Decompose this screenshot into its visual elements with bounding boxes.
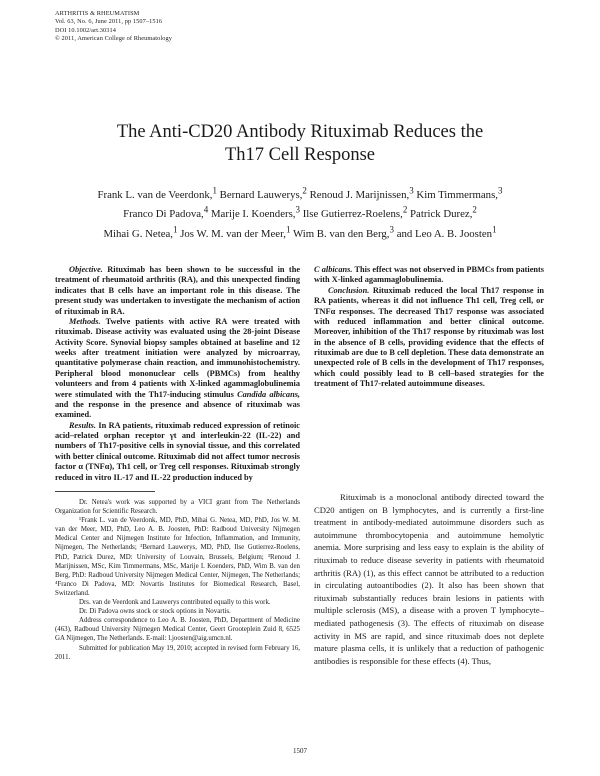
introduction-text <box>314 491 544 667</box>
journal-doi: DOI 10.1002/art.30314 <box>55 26 117 34</box>
author: Bernard Lauwerys,$^2$ <box>219 185 307 201</box>
author: Franco Di Padova,$^4$ <box>123 204 209 221</box>
journal-copyright: © 2011, American College of Rheumatology <box>55 35 172 43</box>
author: Wim B. van den Berg,$^3$ <box>292 224 394 241</box>
journal-volume: Vol. 63, No. 6, June 2011, pp 1507–1516 <box>55 18 163 26</box>
footnote: Dr. Di Padova owns stock or stock options in Novartis. <box>79 608 231 616</box>
abstract-left-column <box>55 265 300 483</box>
abstract-results: Results. In RA patients, rituximab reduced expression of retinoic acid–related orphan receptor γt and interleukin-22 (IL-22) and numbers of Th17-positive cells in synovial tissue, and this correlated with better clinical outcome. Rituximab did not affect tumor necrosis factor α (TNFα), Th1 cell, or Treg cell responses. Rituximab strongly reduced in vitro IL-17 and IL-22 production induced by <box>55 420 300 482</box>
author: Mihai G. Netea,$^1$ <box>103 224 178 241</box>
footnote: Submitted for publication May 19, 2010; accepted in revised form February 16, 2011. <box>55 644 300 661</box>
abstract-objective: Objective. Rituximab has been shown to be successful in the treatment of rheumatoid arthritis (RA), and this unexpected finding indicates that B cells have an important role in this disease. The present study was undertaken to investigate the mechanism of action of rituximab in RA. <box>55 265 300 316</box>
author-list <box>40 183 560 242</box>
page-number: 1507 <box>293 747 307 755</box>
abstract-right-column <box>314 265 544 390</box>
journal-header <box>55 10 172 44</box>
footnote: Dr. Netea's work was supported by a VICI grant from The Netherlands Organization for Scientific Research. <box>55 499 300 516</box>
journal-name: ARTHRITIS & RHEUMATISM <box>55 10 140 17</box>
footnotes <box>55 498 300 662</box>
footnote-divider <box>55 491 155 492</box>
abstract-conclusion: Conclusion. Rituximab reduced the local Th17 response in RA patients, whereas it did not influence Th1 cell, Treg cell, or TNFα responses. The decreased Th17 response was associated with reduced inflammation and better clinical outcome. Moreover, inhibition of the Th17 response by rituximab was lost in the absence of B cells, providing evidence that the effects of rituximab are due to B cell depletion. These data demonstrate an unexpected role of B cells in the development of Th17 responses, which could possibly lead to B cell–based strategies for the treatment of Th17-related autoimmune diseases. <box>314 285 544 389</box>
author: Marije I. Koenders,$^3$ <box>210 204 300 221</box>
author: Ilse Gutierrez-Roelens,$^2$ <box>302 204 408 221</box>
title-line-2: Th17 Cell Response <box>224 145 376 165</box>
author: Kim Timmermans,$^3$ <box>416 185 503 201</box>
body-paragraph: Rituximab is a monoclonal antibody directed toward the CD20 antigen on B lymphocytes, and is currently a first-line treatment in antibody-mediated autoimmune disorders such as autoimmune thrombocytopenia and autoimmune hemolytic anemia. More surprising and less easy to explain is the ability of rituximab to reduce disease severity in patients with rheumatoid arthritis (RA) (1), as this effect cannot be attributed to a reduction in circulating autoantibodies (2). It also has been shown that rituximab substantially reduces brain lesions in patients with multiple sclerosis (MS), a disease with a proven T lymphocyte–mediated pathogenesis (3). The effects of rituximab on disease activity in MS are rapid, and since rituximab does not deplete mature plasma cells, it is unlikely that a reduction of pathogenic antibodies is responsible for these effects (4). Thus, <box>314 492 544 666</box>
article-title <box>0 121 600 167</box>
footnote: Drs. van de Veerdonk and Lauwerys contributed equally to this work. <box>79 599 271 607</box>
author: Frank L. van de Veerdonk,$^1$ <box>97 185 217 201</box>
footnote: Address correspondence to Leo A. B. Joosten, PhD, Department of Medicine (463), Radboud University Nijmegen Medical Center, Geert Grooteplein Zuid 8, 6525 GA Nijmegen, The Netherlands. E-mail: l.joosten@aig.umcn.nl. <box>55 617 300 643</box>
abstract-results-continued: C albicans. This effect was not observed in PBMCs from patients with X-linked agammaglobulinemia. <box>314 265 544 285</box>
author: Patrick Durez,$^2$ <box>410 204 477 221</box>
author: Renoud J. Marijnissen,$^3$ <box>309 185 414 201</box>
footnote: ¹Frank L. van de Veerdonk, MD, PhD, Mihai G. Netea, MD, PhD, Jos W. M. van der Meer, MD, PhD, Leo A. B. Joosten, PhD: Radboud University Nijmegen Medical Center and Nijmegen Institute for Infection, Inflammation, and Immunity, Nijmegen, The Netherlands; ²Bernard Lauwerys, MD, PhD, Ilse Gutierrez-Roelens, PhD, Patrick Durez, MD: University of Louvain, Brussels, Belgium; ³Renoud J. Marijnissen, MSc, Kim Timmermans, MSc, Marije I. Koenders, PhD, Wim B. van den Berg, PhD: Radboud University Nijmegen Medical Center, Nijmegen, The Netherlands; ⁴Franco Di Padova, MD: Novartis Institutes for Biomedical Research, Basel, Switzerland. <box>55 517 300 597</box>
title-line-1: The Anti-CD20 Antibody Rituximab Reduces the <box>116 122 484 142</box>
author: Jos W. M. van der Meer,$^1$ <box>180 224 291 241</box>
abstract-methods: Methods. Twelve patients with active RA were treated with rituximab. Disease activity was evaluated using the 28-joint Disease Activity Score. Synovial biopsy samples obtained at baseline and 12 weeks after treatment initiation were analyzed by microarray, quantitative polymerase chain reaction, and immunohistochemistry. Peripheral blood mononuclear cells (PBMCs) from healthy volunteers and from 4 patients with X-linked agammaglobulinemia were stimulated with the Th17-inducing stimulus Candida albicans, and the response in the presence and absence of rituximab was examined. <box>55 316 300 420</box>
author: and Leo A. B. Joosten$^1$ <box>396 224 497 241</box>
